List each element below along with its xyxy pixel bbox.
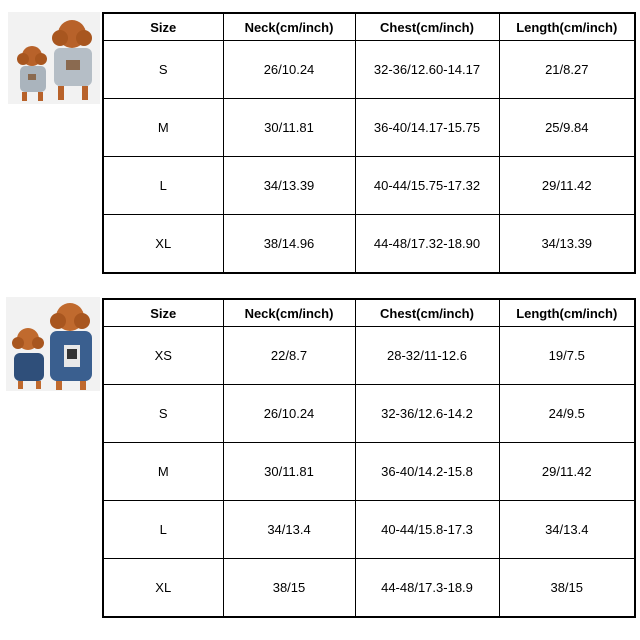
header-size: Size	[103, 299, 223, 327]
cell-chest: 28-32/11-12.6	[355, 327, 499, 385]
cell-length: 29/11.42	[499, 157, 635, 215]
table-row	[103, 215, 635, 274]
cell-chest: 36-40/14.17-15.75	[355, 99, 499, 157]
cell-chest: 40-44/15.8-17.3	[355, 501, 499, 559]
table-row	[103, 327, 635, 385]
poodles-dark-denim-image	[6, 297, 100, 391]
cell-neck: 30/11.81	[223, 99, 355, 157]
cell-neck: 38/14.96	[223, 215, 355, 274]
table-row	[103, 41, 635, 99]
header-chest: Chest(cm/inch)	[355, 13, 499, 41]
cell-length: 25/9.84	[499, 99, 635, 157]
cell-length: 24/9.5	[499, 385, 635, 443]
cell-chest: 32-36/12.60-14.17	[355, 41, 499, 99]
cell-neck: 22/8.7	[223, 327, 355, 385]
cell-size: S	[103, 41, 223, 99]
table-row	[103, 385, 635, 443]
cell-size: M	[103, 443, 223, 501]
table-row	[103, 443, 635, 501]
cell-length: 34/13.4	[499, 501, 635, 559]
cell-length: 34/13.39	[499, 215, 635, 274]
cell-chest: 32-36/12.6-14.2	[355, 385, 499, 443]
cell-chest: 40-44/15.75-17.32	[355, 157, 499, 215]
cell-size: L	[103, 501, 223, 559]
cell-length: 19/7.5	[499, 327, 635, 385]
cell-neck: 26/10.24	[223, 385, 355, 443]
cell-chest: 44-48/17.32-18.90	[355, 215, 499, 274]
cell-length: 38/15	[499, 559, 635, 618]
cell-size: XL	[103, 215, 223, 274]
product-photo-dark-denim	[6, 297, 100, 391]
header-length: Length(cm/inch)	[499, 13, 635, 41]
header-size: Size	[103, 13, 223, 41]
cell-neck: 30/11.81	[223, 443, 355, 501]
table-row	[103, 559, 635, 618]
cell-neck: 34/13.4	[223, 501, 355, 559]
header-neck: Neck(cm/inch)	[223, 299, 355, 327]
table-header-row	[103, 13, 635, 41]
size-chart-table-1	[102, 12, 636, 274]
product-photo-light-denim	[8, 12, 100, 104]
cell-size: XL	[103, 559, 223, 618]
cell-size: M	[103, 99, 223, 157]
header-chest: Chest(cm/inch)	[355, 299, 499, 327]
table-row	[103, 501, 635, 559]
cell-size: S	[103, 385, 223, 443]
header-neck: Neck(cm/inch)	[223, 13, 355, 41]
table-header-row	[103, 299, 635, 327]
table-row	[103, 99, 635, 157]
cell-neck: 26/10.24	[223, 41, 355, 99]
cell-size: L	[103, 157, 223, 215]
cell-length: 29/11.42	[499, 443, 635, 501]
size-chart-table-2	[102, 298, 636, 618]
table-row	[103, 157, 635, 215]
cell-neck: 34/13.39	[223, 157, 355, 215]
cell-neck: 38/15	[223, 559, 355, 618]
cell-chest: 44-48/17.3-18.9	[355, 559, 499, 618]
cell-chest: 36-40/14.2-15.8	[355, 443, 499, 501]
poodles-light-denim-image	[8, 12, 100, 104]
cell-length: 21/8.27	[499, 41, 635, 99]
header-length: Length(cm/inch)	[499, 299, 635, 327]
cell-size: XS	[103, 327, 223, 385]
